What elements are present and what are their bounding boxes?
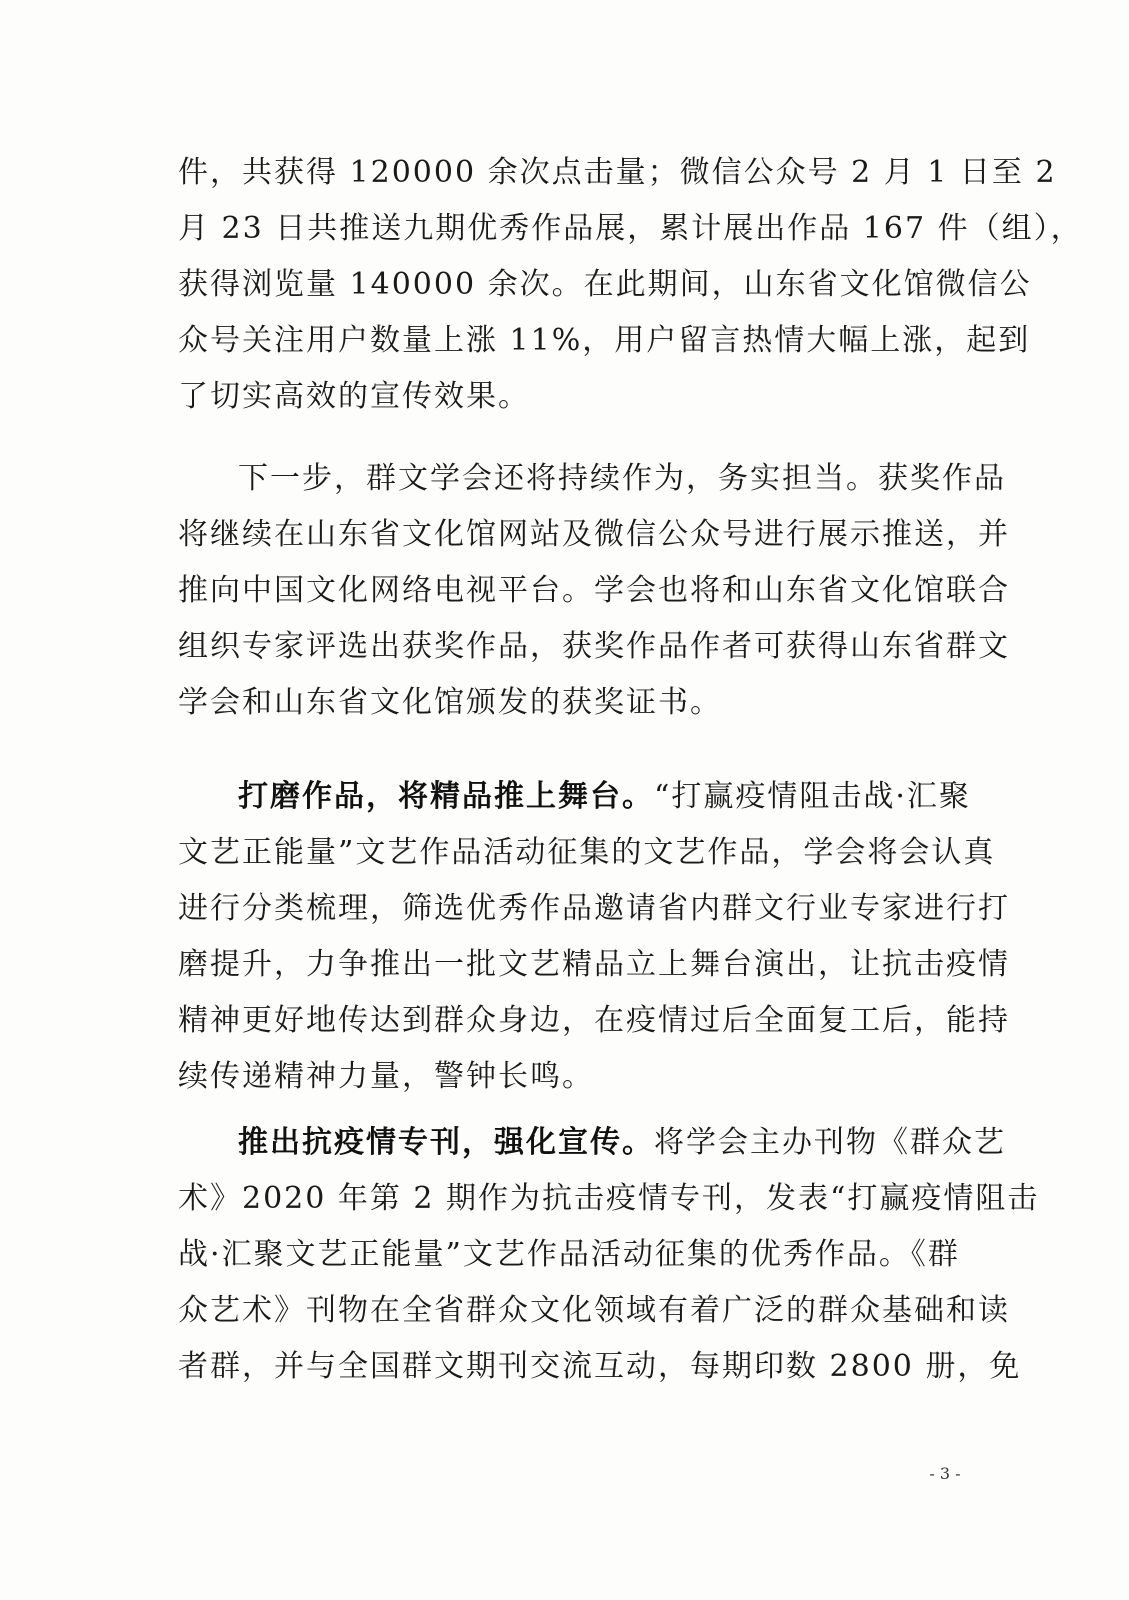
- text-line: 众号关注用户数量上涨 11%，用户留言热情大幅上涨，起到: [178, 323, 1031, 358]
- text-line: [238, 768, 971, 826]
- text-line: 磨提升，力争推出一批文艺精品立上舞台演出，让抗击疫情: [178, 947, 1010, 982]
- paragraph-first-line-rest: 将学会主办刊物《群众艺: [654, 1125, 1006, 1160]
- text-line: 续传递精神力量，警钟长鸣。: [178, 1059, 594, 1094]
- text-line: 件，共获得 120000 余次点击量；微信公众号 2 月 1 日至 2: [178, 155, 1057, 190]
- text-line: 获得浏览量 140000 余次。在此期间，山东省文化馆微信公: [178, 267, 1032, 302]
- text-line: 精神更好地传达到群众身边，在疫情过后全面复工后，能持: [178, 1003, 1010, 1038]
- text-line: 文艺正能量”文艺作品活动征集的文艺作品，学会将会认真: [178, 835, 996, 870]
- text-line: 术》2020 年第 2 期作为抗击疫情专刊，发表“打赢疫情阻击: [178, 1181, 1040, 1216]
- text-line: 组织专家评选出获奖作品，获奖作品作者可获得山东省群文: [178, 629, 1010, 664]
- text-line: 进行分类梳理，筛选优秀作品邀请省内群文行业专家进行打: [178, 891, 1010, 926]
- text-line: 将继续在山东省文化馆网站及微信公众号进行展示推送，并: [178, 517, 1010, 552]
- text-line: 月 23 日共推送九期优秀作品展，累计展出作品 167 件（组），: [178, 211, 1083, 246]
- text-line: 推向中国文化网络电视平台。学会也将和山东省文化馆联合: [178, 573, 1010, 608]
- text-line: 者群，并与全国群文期刊交流互动，每期印数 2800 册，免: [178, 1349, 1022, 1384]
- text-line: 了切实高效的宣传效果。: [178, 379, 530, 414]
- paragraph-lead: 打磨作品，将精品推上舞台。: [238, 779, 654, 814]
- page-number: - 3 -: [929, 1464, 961, 1483]
- paragraph-first-line-rest: “打赢疫情阻击战·汇聚: [654, 779, 971, 814]
- text-line: [238, 1114, 1006, 1172]
- text-line: 下一步，群文学会还将持续作为，务实担当。获奖作品: [238, 461, 1006, 496]
- text-line: 众艺术》刊物在全省群众文化领域有着广泛的群众基础和读: [178, 1293, 1010, 1328]
- paragraph-lead: 推出抗疫情专刊，强化宣传。: [238, 1125, 654, 1160]
- text-line: 学会和山东省文化馆颁发的获奖证书。: [178, 685, 722, 720]
- text-line: 战·汇聚文艺正能量”文艺作品活动征集的优秀作品。《群: [178, 1237, 960, 1272]
